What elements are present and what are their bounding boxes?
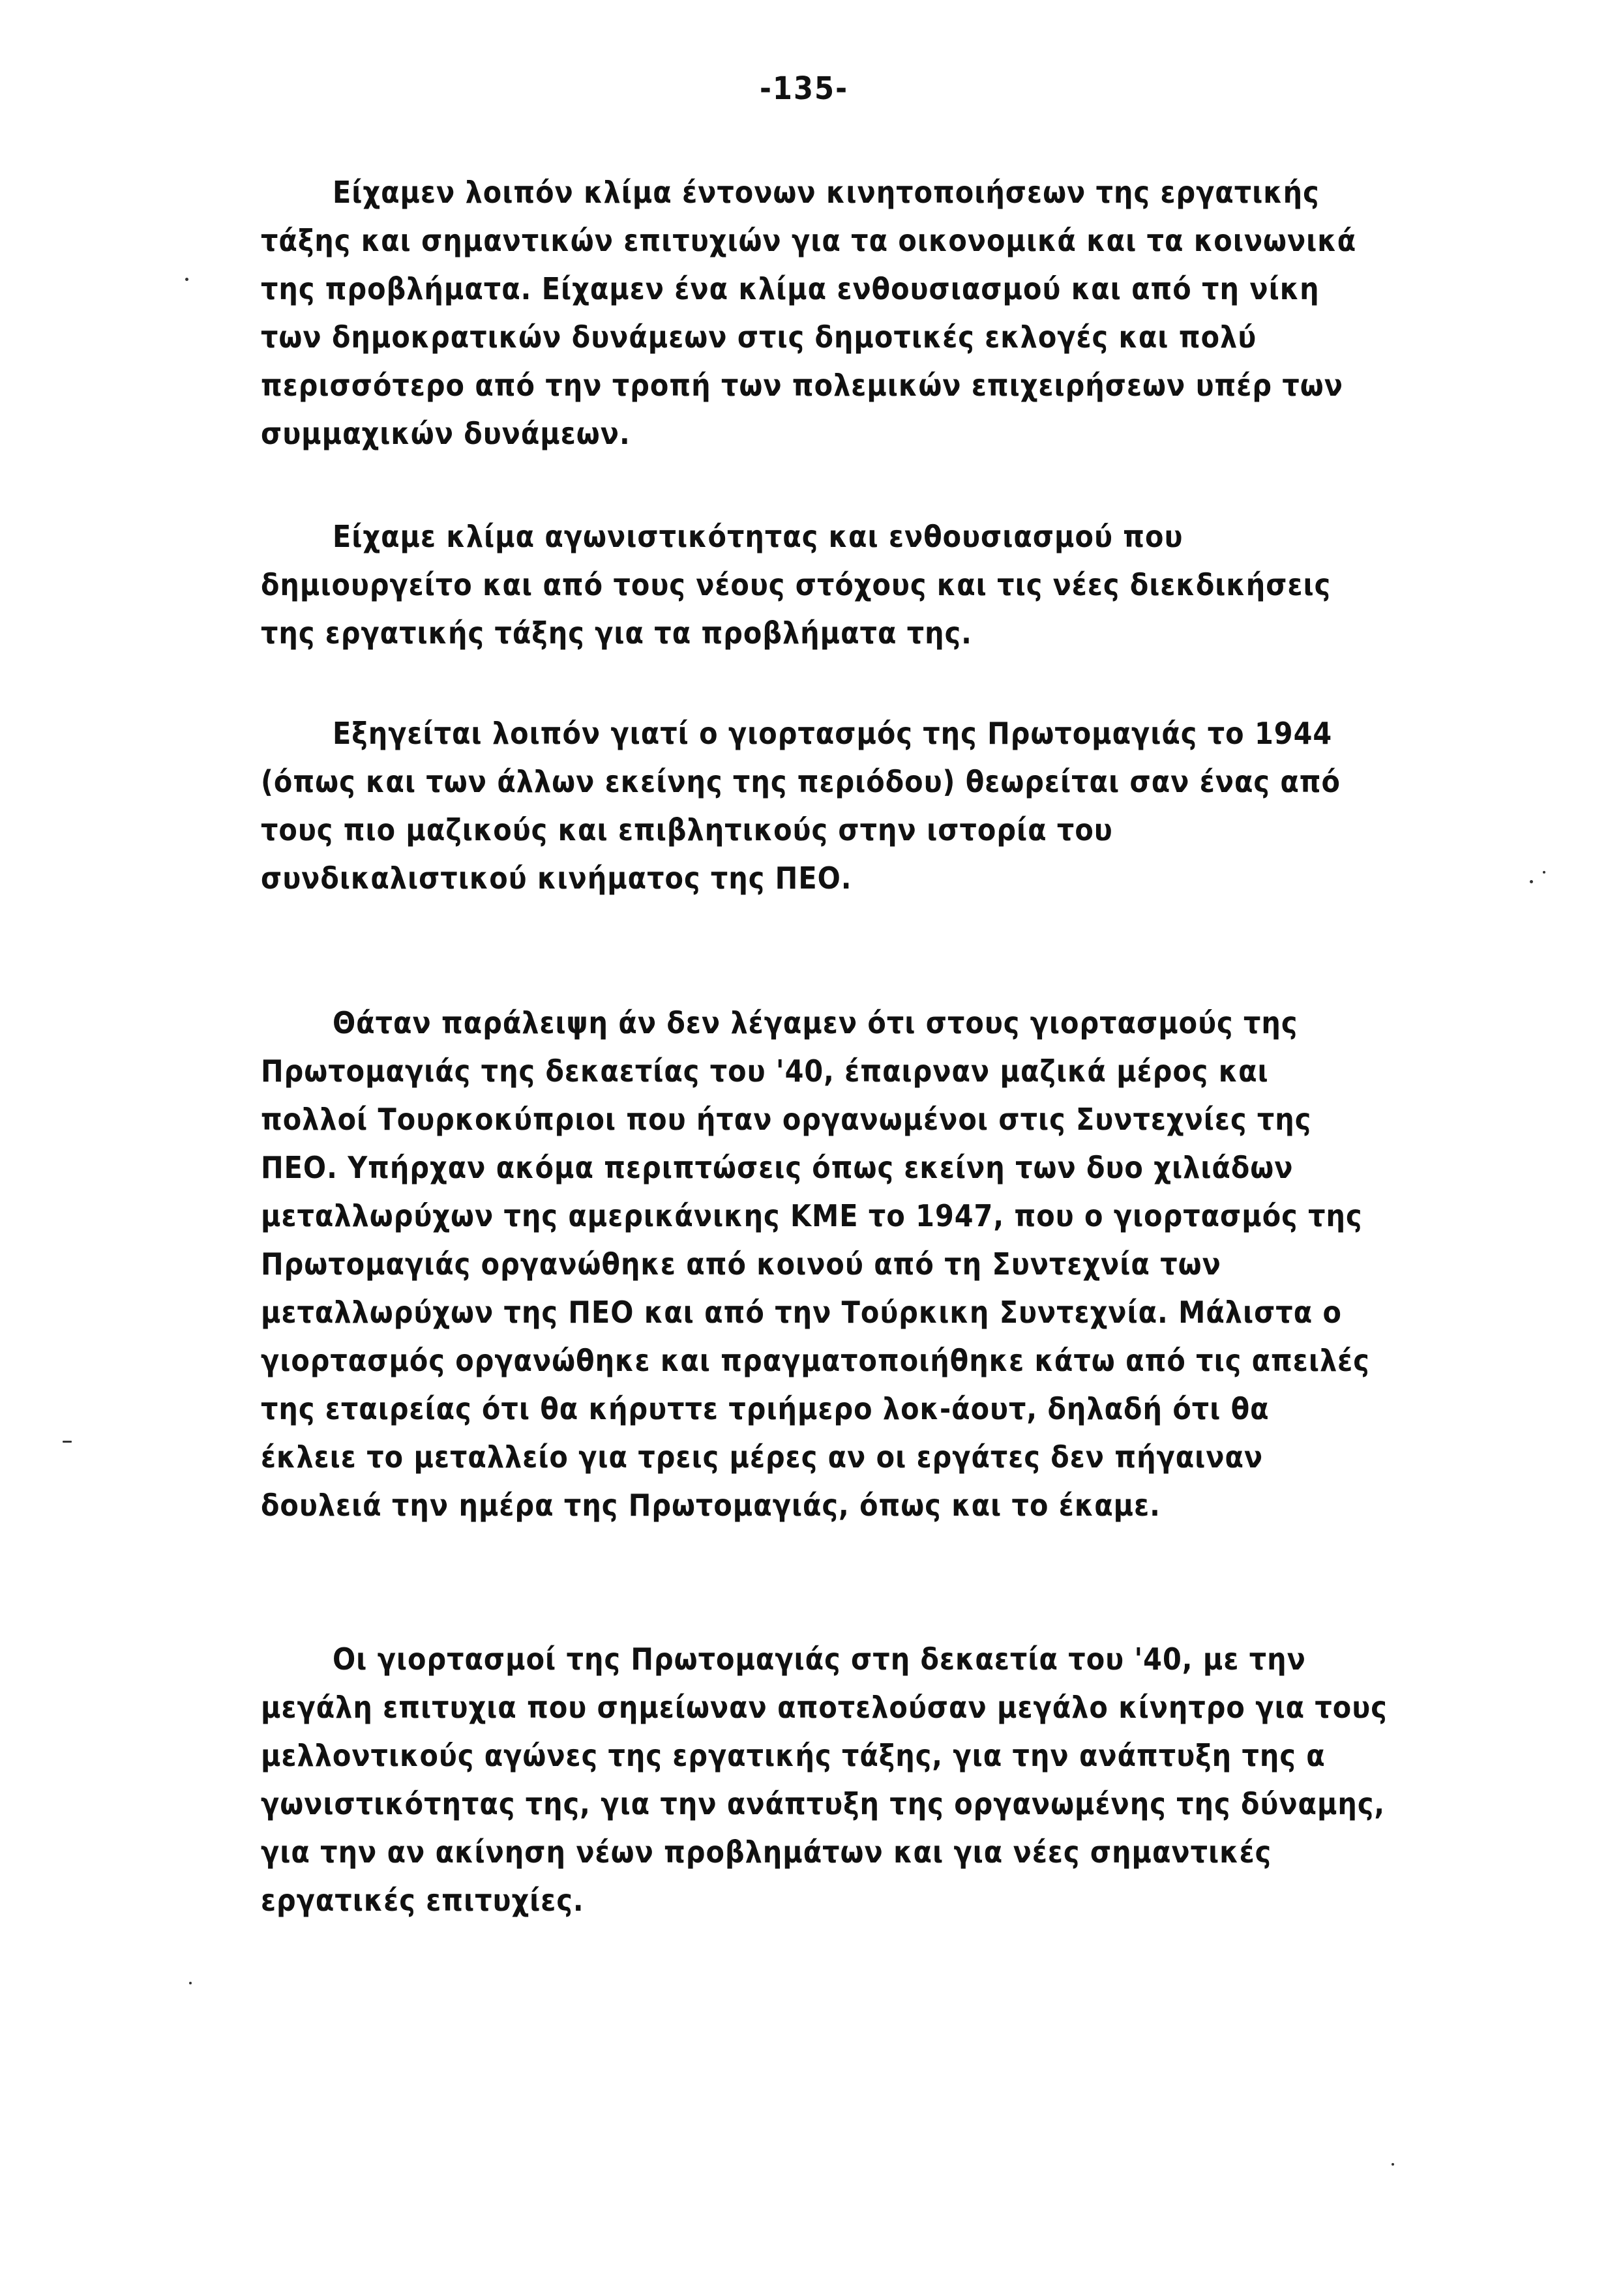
scan-speck xyxy=(1543,871,1545,874)
paragraph-line: περισσότερο από την τροπή των πολεμικών επιχειρήσεων υπέρ των xyxy=(261,368,1343,403)
scan-speck xyxy=(63,1441,72,1443)
paragraph-5 xyxy=(261,1635,1388,1924)
paragraph-line: Είχαμεν λοιπόν κλίμα έντονων κινητοποιήσεων της εργατικής xyxy=(333,175,1320,210)
paragraph-line: δουλειά την ημέρα της Πρωτομαγιάς, όπως και το έκαμε. xyxy=(261,1488,1161,1523)
paragraph-line: ΠΕΟ. Υπήρχαν ακόμα περιπτώσεις όπως εκείνη των δυο χιλιάδων xyxy=(261,1150,1294,1185)
paragraph-line: των δημοκρατικών δυνάμεων στις δημοτικές εκλογές και πολύ xyxy=(261,319,1257,355)
scan-speck xyxy=(1530,880,1533,883)
scan-speck xyxy=(185,278,188,281)
page-number: -135- xyxy=(760,70,848,107)
paragraph-4 xyxy=(261,999,1370,1529)
paragraph-line: συμμαχικών δυνάμεων. xyxy=(261,416,631,451)
paragraph-line: (όπως και των άλλων εκείνης της περιόδου) θεωρείται σαν ένας από xyxy=(261,764,1341,799)
scan-speck xyxy=(1392,2163,1394,2166)
paragraph-1 xyxy=(261,168,1357,458)
paragraph-line: Εξηγείται λοιπόν γιατί ο γιορτασμός της Πρωτομαγιάς το 1944 xyxy=(333,716,1333,751)
paragraph-line: για την αν ακίνηση νέων προβλημάτων και για νέες σημαντικές xyxy=(261,1834,1272,1870)
paragraph-line: γιορτασμός οργανώθηκε και πραγματοποιήθηκε κάτω από τις απειλές xyxy=(261,1343,1370,1378)
paragraph-line: Οι γιορτασμοί της Πρωτομαγιάς στη δεκαετία του '40, με την xyxy=(333,1641,1306,1677)
paragraph-line: της προβλήματα. Είχαμεν ένα κλίμα ενθουσιασμού και από τη νίκη xyxy=(261,271,1320,306)
paragraph-line: τάξης και σημαντικών επιτυχιών για τα οικονομικά και τα κοινωνικά xyxy=(261,223,1357,258)
paragraph-line: Πρωτομαγιάς της δεκαετίας του '40, έπαιρναν μαζικά μέρος και xyxy=(261,1053,1269,1089)
scan-speck xyxy=(189,1982,192,1984)
paragraph-line: μεταλλωρύχων της αμερικάνικης ΚΜΕ το 1947, που ο γιορτασμός της xyxy=(261,1198,1363,1233)
paragraph-line: εργατικές επιτυχίες. xyxy=(261,1883,584,1918)
paragraph-line: Πρωτομαγιάς οργανώθηκε από κοινού από τη Συντεχνία των xyxy=(261,1246,1221,1282)
paragraph-line: έκλειε το μεταλλείο για τρεις μέρες αν οι εργάτες δεν πήγαιναν xyxy=(261,1439,1264,1475)
paragraph-line: μελλοντικούς αγώνες της εργατικής τάξης, για την ανάπτυξη της α xyxy=(261,1738,1326,1773)
paragraph-line: της εργατικής τάξης για τα προβλήματα της. xyxy=(261,615,972,651)
paragraph-line: Είχαμε κλίμα αγωνιστικότητας και ενθουσιασμού που xyxy=(333,519,1184,554)
paragraph-line: γωνιστικότητας της, για την ανάπτυξη της οργανωμένης της δύναμης, xyxy=(261,1786,1386,1821)
paragraph-line: της εταιρείας ότι θα κήρυττε τριήμερο λοκ-άουτ, δηλαδή ότι θα xyxy=(261,1391,1270,1426)
paragraph-line: δημιουργείτο και από τους νέους στόχους και τις νέες διεκδικήσεις xyxy=(261,567,1332,602)
paragraph-3 xyxy=(261,709,1341,902)
paragraph-line: μεγάλη επιτυχια που σημείωναν αποτελούσαν μεγάλο κίνητρο για τους xyxy=(261,1690,1388,1725)
paragraph-line: μεταλλωρύχων της ΠΕΟ και από την Τούρκικη Συντεχνία. Μάλιστα ο xyxy=(261,1295,1342,1330)
paragraph-line: πολλοί Τουρκοκύπριοι που ήταν οργανωμένοι στις Συντεχνίες της xyxy=(261,1102,1312,1137)
paragraph-line: τους πιο μαζικούς και επιβλητικούς στην ιστορία του xyxy=(261,812,1113,847)
paragraph-2 xyxy=(261,512,1330,657)
paragraph-line: Θάταν παράλειψη άν δεν λέγαμεν ότι στους γιορτασμούς της xyxy=(333,1005,1298,1040)
paragraph-line: συνδικαλιστικού κινήματος της ΠΕΟ. xyxy=(261,861,852,896)
